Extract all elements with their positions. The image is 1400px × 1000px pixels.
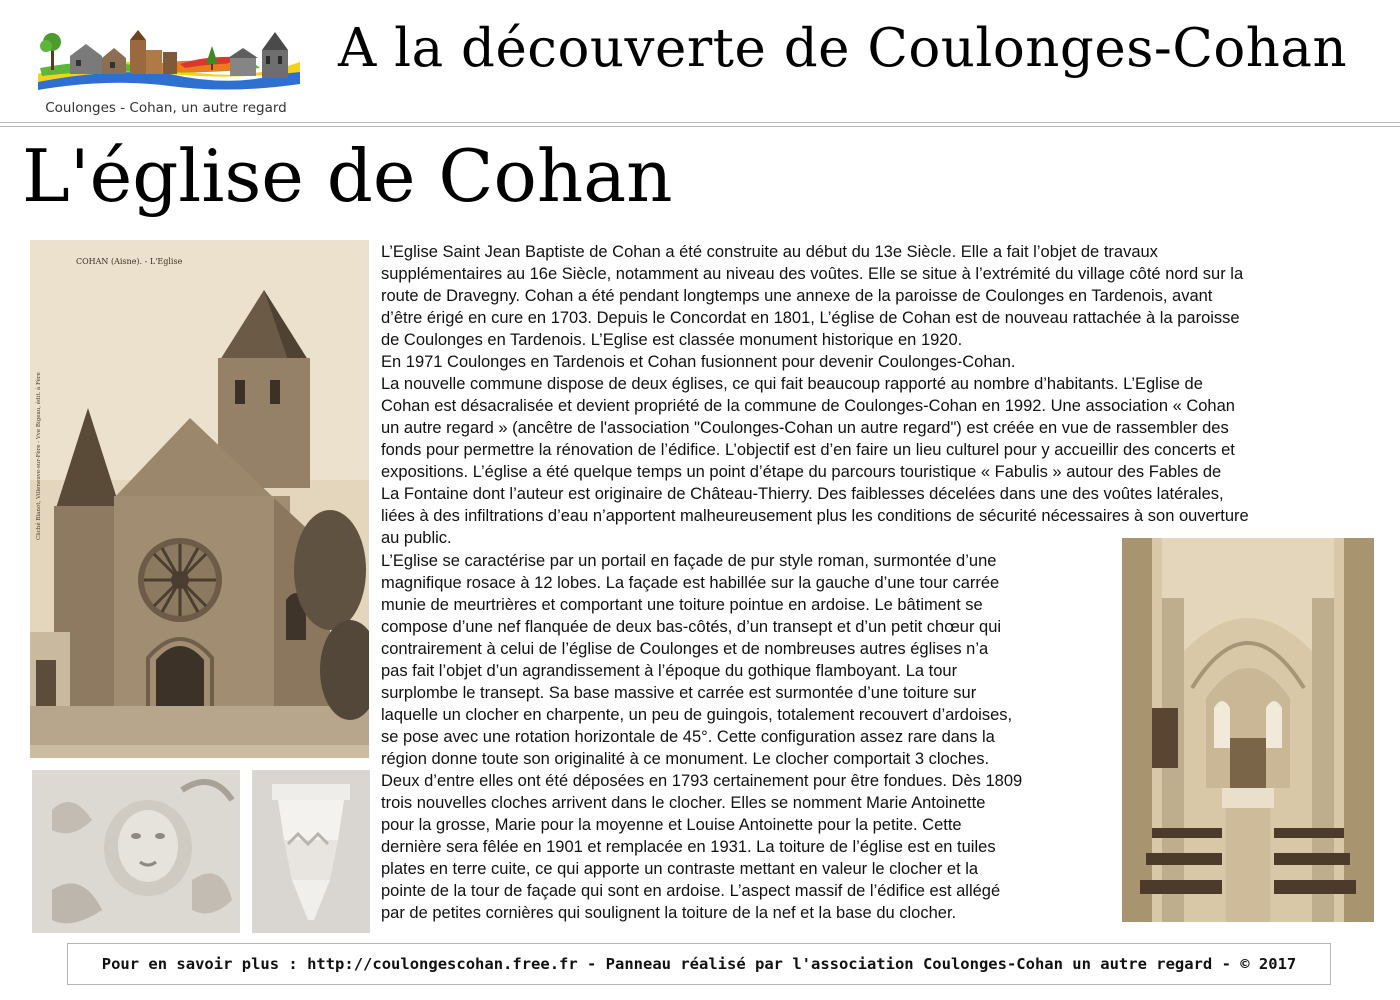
header-divider — [0, 122, 1400, 123]
village-logo-icon — [30, 28, 302, 100]
text-line: Cohan est désacralisée et devient propriété de la commune de Coulonges-Cohan en 1992. Une association « Cohan — [381, 397, 1235, 415]
carved-corbel-photo — [252, 770, 370, 933]
text-line: En 1971 Coulonges en Tardenois et Cohan fusionnent pour devenir Coulonges-Cohan. — [381, 353, 1016, 371]
text-line: Deux d’entre elles ont été déposées en 1793 certainement pour être fondues. Dès 1809 — [381, 772, 1023, 790]
text-line: L’Eglise se caractérise par un portail en façade de pur style roman, surmontée d’une — [381, 552, 997, 570]
architecture-paragraph — [381, 550, 1123, 924]
header-divider-secondary — [0, 126, 1400, 127]
header — [0, 0, 1400, 122]
footer-credits: Pour en savoir plus : http://coulongescohan.free.fr - Panneau réalisé par l'association Coulonges-Cohan un autre regard - © 2017 — [67, 943, 1331, 985]
postcard-caption: COHAN (Aisne). - L'Eglise — [76, 257, 183, 266]
text-line: pointe de la tour de façade qui sont en ardoise. L’aspect massif de l’édifice est allégé — [381, 882, 1001, 900]
text-line: un autre regard » (ancêtre de l'association "Coulonges-Cohan un autre regard") est créée en vue de rassembler des — [381, 419, 1229, 437]
text-line: se pose avec une rotation horizontale de 45°. Cette configuration assez rare dans la — [381, 728, 995, 746]
text-line: fonds pour permettre la rénovation de l’édifice. L’objectif est d’en faire un lieu culturel pour y accueillir des concerts et — [381, 441, 1235, 459]
church-interior-photo — [1122, 538, 1374, 922]
text-line: contrairement à celui de l’église de Coulonges et de nombreuses autres églises n’a — [381, 640, 989, 658]
text-line: expositions. L’église a été quelque temps un point d’étape du parcours touristique « Fabulis » autour des Fables de — [381, 463, 1222, 481]
text-line: La Fontaine dont l’auteur est originaire de Château-Thierry. Des faiblesses décelées dans une des voûtes latérales, — [381, 485, 1224, 503]
text-line: plates en terre cuite, ce qui apporte un contraste mettant en valeur le clocher et la — [381, 860, 979, 878]
text-line: région donne toute son originalité à ce monument. Le clocher comportait 3 cloches. — [381, 750, 990, 768]
postcard-credit: Cliché Blanot, Villeneuve-sur-Fère - Vve Bigeau, édit. à Fère — [36, 372, 42, 540]
text-line: laquelle un clocher en charpente, un peu de guingois, totalement recouvert d’ardoises, — [381, 706, 1013, 724]
text-line: par de petites cornières qui soulignent la toiture de la nef et la base du clocher. — [381, 904, 957, 922]
text-line: d’être érigé en cure en 1703. Depuis le Concordat en 1801, L’église de Cohan est de nouveau rattachée à la paroisse — [381, 309, 1240, 327]
association-logo — [30, 28, 302, 120]
text-line: pour la grosse, Marie pour la moyenne et Louise Antoinette pour la petite. Cette — [381, 816, 962, 834]
church-exterior-photo — [30, 240, 369, 758]
text-line: dernière sera fêlée en 1901 et remplacée en 1931. La toiture de l’église est en tuiles — [381, 838, 996, 856]
carved-capital-photo — [32, 770, 240, 933]
text-line: compose d’une nef flanquée de deux bas-côtés, d’un transept et d’un petit chœur qui — [381, 618, 1002, 636]
text-line: munie de meurtrières et comportant une toiture pointue en ardoise. Le bâtiment se — [381, 596, 983, 614]
main-title: A la découverte de Coulonges-Cohan — [338, 18, 1348, 79]
text-line: route de Dravegny. Cohan a été pendant longtemps une annexe de la paroisse de Coulonges en Tardenois, avant — [381, 287, 1213, 305]
text-line: liées à des infiltrations d’eau n’apportent malheureusement plus les conditions de sécurité nécessaires à son ouverture — [381, 507, 1249, 525]
text-line: trois nouvelles cloches arrivent dans le clocher. Elles se nomment Marie Antoinette — [381, 794, 986, 812]
text-line: surplombe le transept. Sa base massive et carrée est surmontée d’une toiture sur — [381, 684, 977, 702]
history-paragraph — [381, 241, 1391, 549]
text-line: L’Eglise Saint Jean Baptiste de Cohan a été construite au début du 13e Siècle. Elle a fait l’objet de travaux — [381, 243, 1158, 261]
page-title: L'église de Cohan — [22, 134, 673, 218]
text-line: magnifique rosace à 12 lobes. La façade est habillée sur la gauche d’une tour carrée — [381, 574, 1000, 592]
logo-caption: Coulonges - Cohan, un autre regard — [45, 100, 287, 116]
text-line: La nouvelle commune dispose de deux églises, ce qui fait beaucoup rapporté au nombre d’habitants. L’Eglise de — [381, 375, 1203, 393]
text-line: au public. — [381, 529, 452, 547]
text-line: de Coulonges en Tardenois. L’Eglise est classée monument historique en 1920. — [381, 331, 963, 349]
text-line: supplémentaires au 16e Siècle, notamment au niveau des voûtes. Elle se situe à l’extrémité du village côté nord sur la — [381, 265, 1244, 283]
text-line: pas fait l’objet d’un agrandissement à l’époque du gothique flamboyant. La tour — [381, 662, 958, 680]
